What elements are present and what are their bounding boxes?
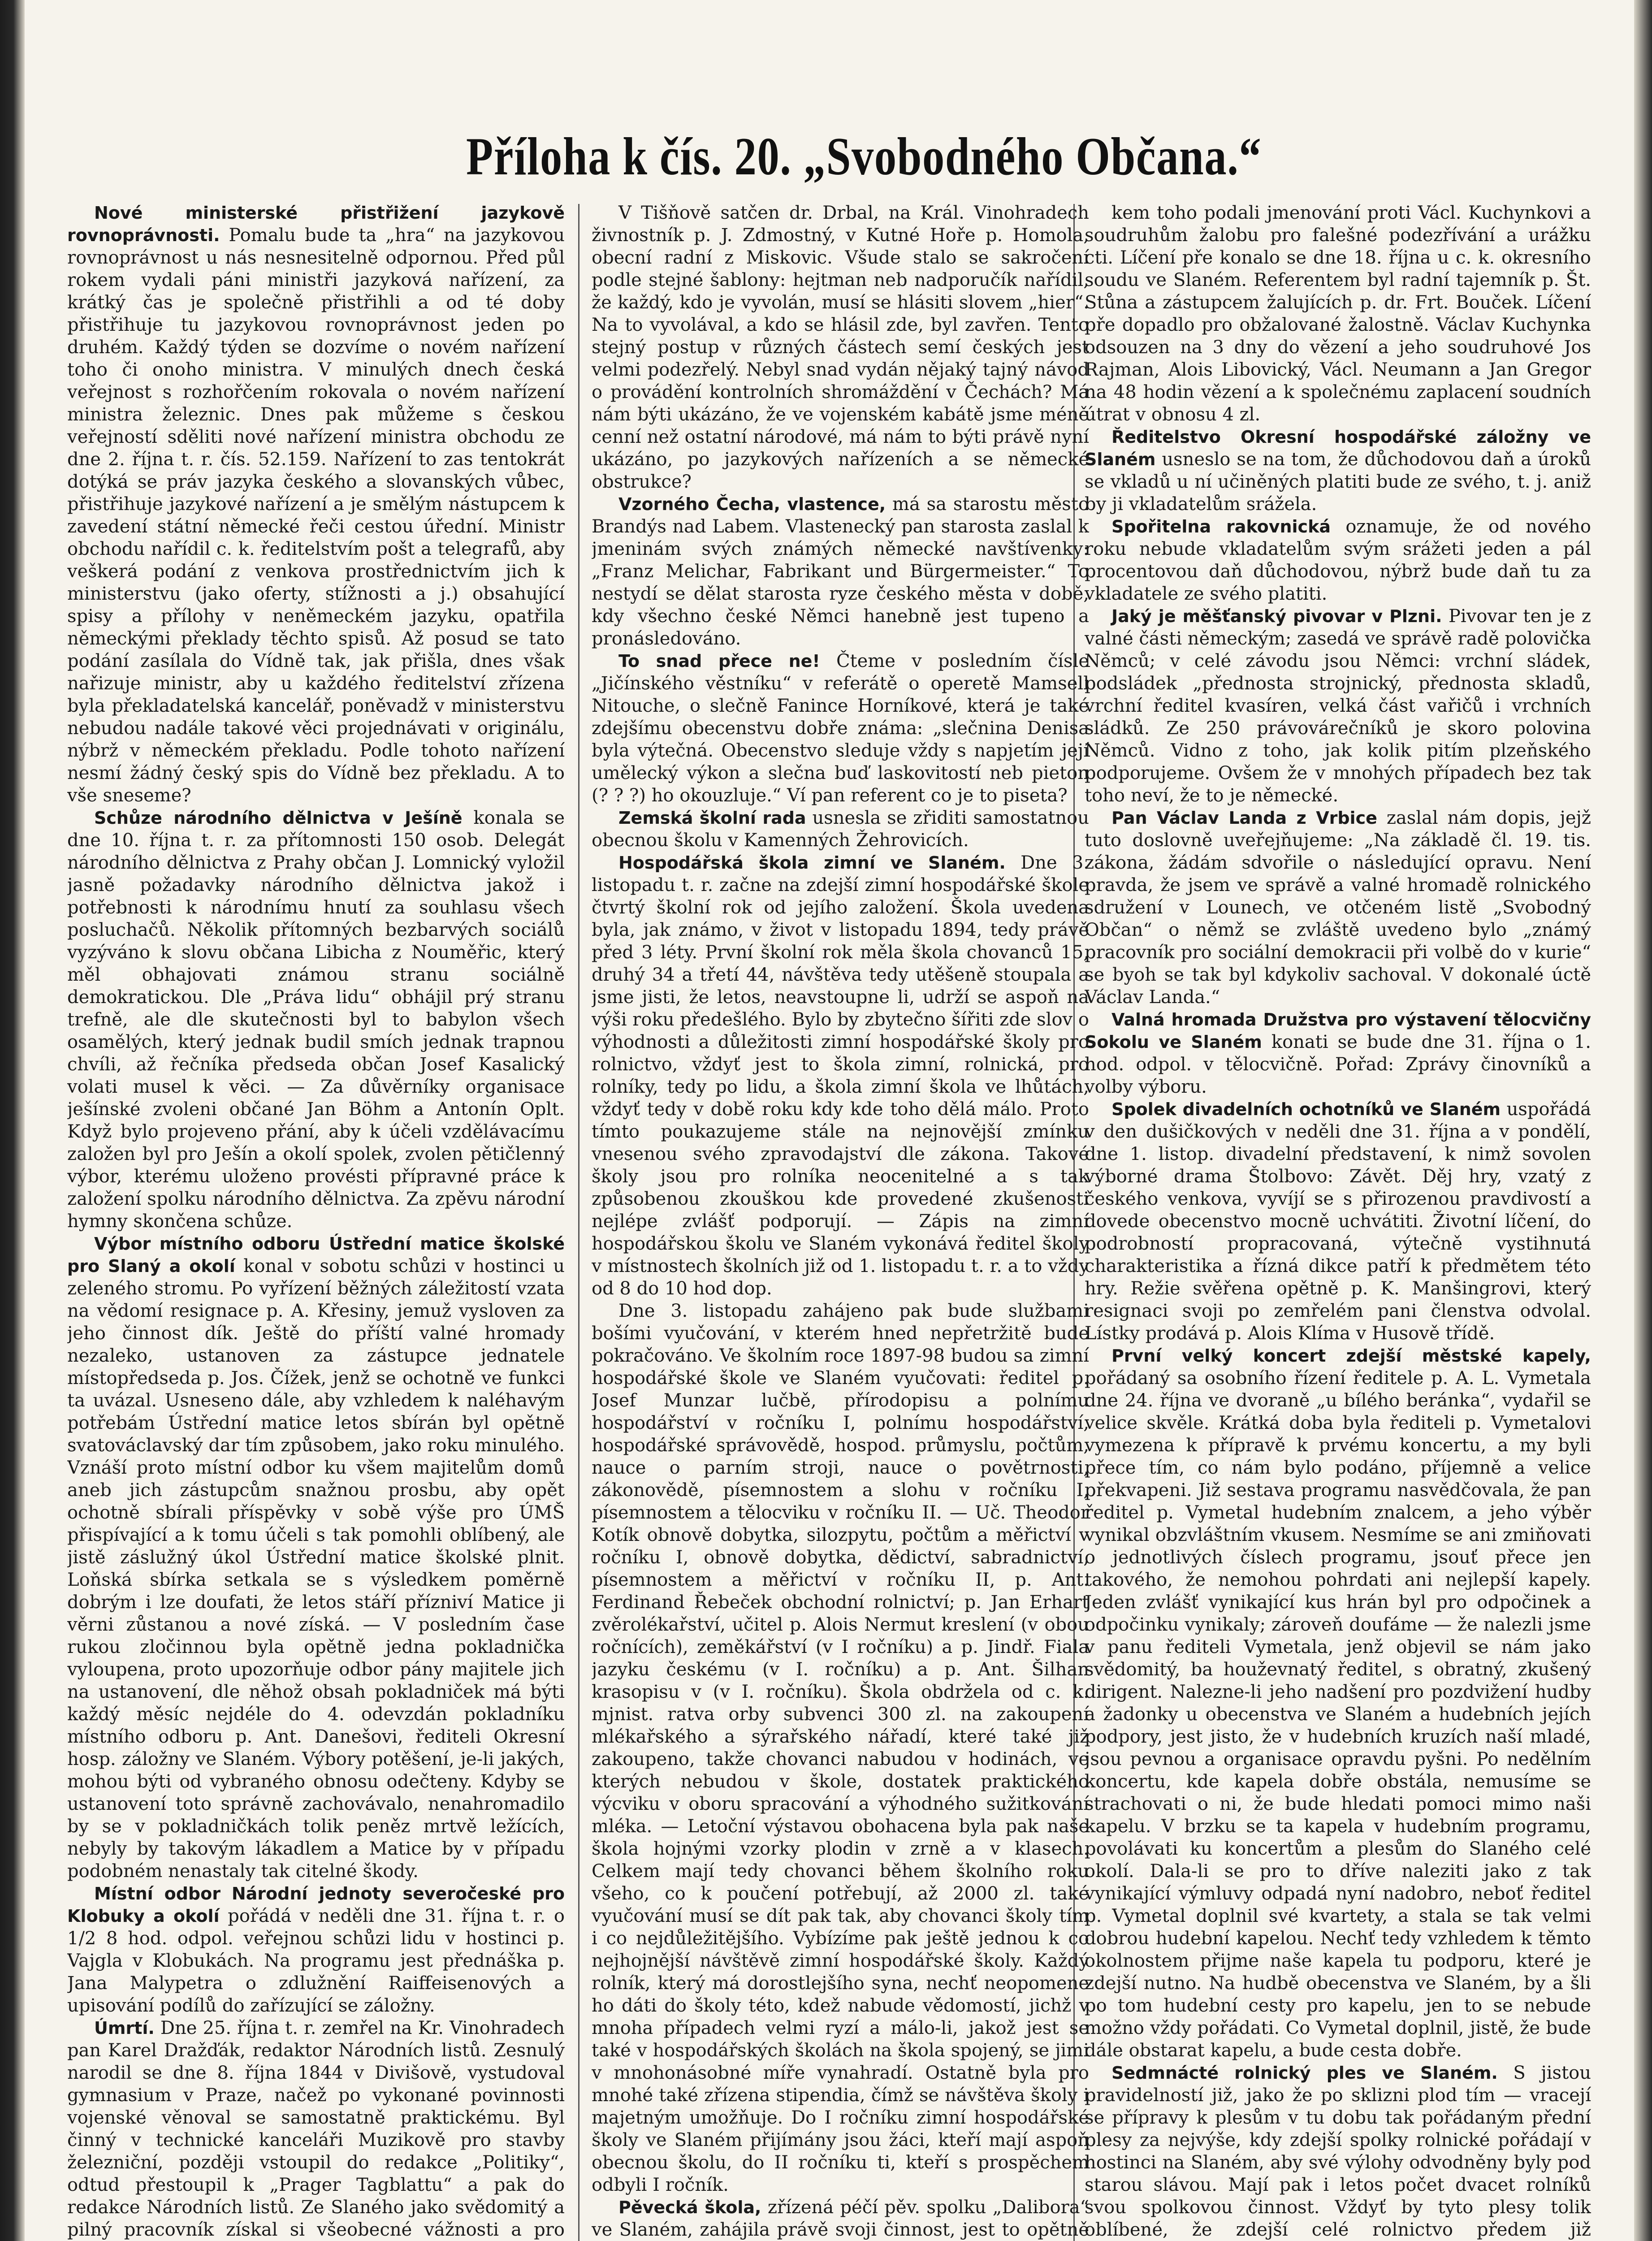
article-heading: Ředitelstvo Okresní hospodářské záložny ve Slaném (1085, 427, 1591, 469)
page-title: Příloha k čís. 20. „Svobodného Občana.“ (466, 126, 1262, 186)
article-paragraph (1085, 2062, 1591, 2241)
article-heading: Valná hromada Družstva pro výstavení tělocvičny Sokolu ve Slaném (1085, 1010, 1591, 1052)
article-text: Dne 3. listopadu zahájeno pak bude službami bošími vyučování, v kterém hned nepřetržitě bude pokračováno. Ve školním roce 1897-98 budou sa zimní hospodářské škole ve Slaném vyučovati: ředitel p. Josef Munzar lučbě, přírodopisu a polnímu hospodářství v ročníku I, polnímu hospodářství, hospodářské správovědě, hospod. průmyslu, počtům, nauce o parním stroji, nauce o povětrnosti, zákonovědě, písemnostem a slohu v ročníku I, písemnostem a tělocviku v ročníku II. — Uč. Theodor Kotík obnově dobytka, silozpytu, počtům a měřictví v ročníku I, obnově dobytka, dědictví, sabradnictví, písemnostem a měřictví v ročníku II, p. Ant. Ferdinand Řebeček obchodní rolnictví; p. Jan Erhart zvěrolékařství, učitel p. Alois Nermut kreslení (v obou ročnících), zeměkářství (v I ročníku) a p. Jindř. Fiala jazyku českému (v I. ročníku) a p. Ant. Šilhan krasopisu v (v I. ročníku). Škola obdržela od c. k. mjnist. ratva orby subvenci 300 zl. na zakoupení mlékařského a sýrařského nářadí, které také již zakoupeno, takže chovanci nabudou v hodinách, ve kterých nebudou v škole, dostatek praktického výcviku v oboru spracování a výhodného sužitkování mléka. — Letoční výstavou obohacena byla pak naše škola hojnými vzorky plodin v zrně a v klasech. Celkem mají tedy chovanci během školního roku všeho, co k poučení potřebují, až 2000 zl. také vyučování musí se dít pak tak, aby chovanci školy tím i co nejdůležitějšího. Vybízíme pak ještě jednou k co nejhojnější návštěvě zimní hospodářské školy. Každý rolník, který má dorostlejšího syna, nechť neopomene ho dáti do školy této, kdež nabude vědomostí, jichž v mnoha případech velmi ryzí a málo-li, jakož jest se také v hospodářských školách na škola spojený, se jimi v mnohonásobné míře vynahradí. Ostatně byla pro mnohé také zřízena stipendia, čímž se návštěva školy i majetným umožňuje. Do I ročníku zimní hospodářské školy ve Slaném přijímány jsou žáci, kteří mají aspoň obecnou školu, do II ročníku ti, kteří s prospěchem odbyli I ročník. (592, 1301, 1089, 2195)
scan-left-edge (0, 0, 25, 2241)
article-paragraph (67, 1233, 565, 1882)
article-heading: Vzorného Čecha, vlastence, (618, 494, 886, 514)
article-text: pořádaný sa osobního řízení ředitele p. A. L. Vymetala dne 24. října ve dvoraně „u bílého beránka“, vydařil se velice skvěle. Krátká doba byla řediteli p. Vymetalovi vymezena k přípravě k prvému koncertu, a my byli přece tím, co nám bylo podáno, příjemně a velice překvapeni. Již sestava programu nasvědčovala, že pan ředitel p. Vymetal hudebním znalcem, a jeho výběr vynikal obzvláštním vkusem. Nesmíme se ani zmiňovati o jednotlivých číslech programu, jsouť přece jen takového, že nemohou pohrdati ani nejlepší kapely. Jeden zvlášť vynikající kus hrán byl pro odpočinek a odpočinku vynikaly; zároveň doufáme — že nalezli jsme v panu řediteli Vymetala, jenž objevil se nám jako svědomitý, ba houževnatý ředitel, s obratný, zkušený dirigent. Nalezne-li jeho nadšení pro pozdvižení hudby a žadonky u obecenstva ve Slaném a hudebních jejích podpory, jest jisto, že v hudebních kruzích naší mladé, jsou pevnou a organisace opravdu pyšni. Po nedělním koncertu, kde kapela dobře obstála, nemusíme se strachovati o ni, že bude hledati pomoci mimo naši kapelu. V brzku se ta kapela v hudebním programu, povolávati ku koncertům a plesům do Slaného celé okolí. Dala-li se pro to dříve naleziti jako z tak vynikající výmluvy odpadá nyní nadobro, neboť ředitel p. Vymetal doplnil své kvartety, a stala se tak velmi dobrou hudební kapelou. Nechť tedy vzhledem k těmto okolnostem přijme naše kapela tu podporu, které je zdejší nutno. Na hudbě obecenstva ve Slaném, by a šli po tom hudební cesty pro kapelu, jen to se nebude možno vždy pořádati. Co Vymetal doplnil, jistě, že bude dále obstarat kapelu, a bude cesta dobře. (1085, 1368, 1591, 2061)
article-text: konal v sobotu schůzi v hostinci u zeleného stromu. Po vyřízení běžných záležitostí vzata na vědomí resignace p. A. Křesiny, jemuž vysloven za jeho činnost dík. Ještě do příští valné hromady nezaleko, ustanoven za zástupce jednatele místopředseda p. Jos. Čížek, jenž se ochotně ve funkci ta uvázal. Usneseno dále, aby vzhledem k naléhavým potřebám Ústřední matice letos sbírán byl opětně svatováclavský dar tím způsobem, jako roku minulého. Vznáší proto místní odbor ku všem majitelům domů aneb jich zástupcům snažnou prosbu, aby opět ochotně sbírali příspěvky v sobě výše pro ÚMŠ přispívající a k tomu účeli s tak pomohli oblíbený, ale jistě záslužný úkol Ústřední matice školské plnit. Loňská sbírka setkala se s výsledkem poměrně dobrým i lze doufati, že letos stáří přízniví Matice ji věrni zůstanou a nové získá. — V posledním čase rukou zločinnou byla opětně jedna pokladnička vyloupena, proto upozorňuje odbor pány majitele jich na ustanovení, dle něhož obsah pokladniček má býti každý měsíc nejdéle do 4. odevzdán pokladníku místního odboru p. Ant. Danešovi, řediteli Okresní hosp. záložny ve Slaném. Výbory potěšení, je-li jakých, mohou býti od vybraného obnosu odečteny. Kdyby se ustanovení toto správně zachovávalo, nenahromadilo by se v pokladničkách tolik peněz mrtvě ležících, nebyly by takovým lákadlem a Matice by v případu podobném nenastaly tak citelné škody. (67, 1256, 565, 1882)
article-heading: Výbor místního odboru Ústřední matice školské pro Slaný a okolí (67, 1234, 565, 1276)
scan-right-edge (1634, 0, 1652, 2241)
article-paragraph (67, 202, 565, 807)
article-heading: Spořitelna rakovnická (1111, 517, 1331, 536)
article-text: Dne 25. října t. r. zemřel na Kr. Vinohradech pan Karel Dražďák, redaktor Národních listů. Zesnulý narodil se dne 8. října 1844 v Divišově, vystudoval gymnasium v Praze, načež po vykonané povinnosti vojenské věnoval se samostatně praktickému. Byl činný v technické kanceláři Muzikově pro stavby železniční, později vstoupil do redakce „Politiky“, odtud přestoupil k „Prager Tagblattu“ a pak do redakce Národních listů. Ze Slaného jako svědomitý a pilný pracovník získal si všeobecné vážnosti a pro (67, 2018, 565, 2240)
article-paragraph (592, 1300, 1089, 2196)
article-text: V Tišňově satčen dr. Drbal, na Král. Vinohradech živnostník p. J. Zdmostný, v Kutné Hoře p. Homola, obecní radní z Miskovic. Všude stalo se sakročení podle stejné šablony: hejtman neb nadporučík nařídil, že každý, kdo je vyvolán, musí se hlásiti slovem „hier“. Na to vyvolával, a kdo se hlásil zde, byl zavřen. Tento stejný postup v různých částech semí českých jest velmi podezřelý. Nebyl snad vydán nějaký tajný návod o provádění kontrolních shromáždění v Čechách? Má nám býti ukázáno, že ve vojenském kabátě jsme méně cenní než ostatní národové, má nám to býti právě nyní ukázáno, po jazykových nařízeních a se německé obstrukce? (592, 203, 1089, 492)
article-text: konati se bude dne 31. října o 1. hod. odpol. v tělocvičně. Pořad: Zprávy činovníků a volby výboru. (1085, 1032, 1591, 1097)
article-heading: To snad přece ne! (618, 651, 820, 671)
article-text: S jistou pravidelností již, jako že po sklizni plod tím — vracejí se přípravy k plesům v tu dobu tak pořádaným přední plesy za nejvýše, kdy zdejší spolky rolnické pořádají v hostinci na Slaném, aby své výlohy odvodněny byly pod starou slávou. Mají pak i letos počet dvacet rolníků svou spolkovou činnost. Vždyť by tyto plesy tolik oblíbené, že zdejší celé rolnictvo předem již (1085, 2063, 1591, 2240)
article-paragraph (592, 852, 1089, 1300)
article-heading: První velký koncert zdejší městské kapely, (1111, 1346, 1591, 1366)
article-text: Pivovar ten je z valné části německým; zasedá ve správě radě polovička Němců; v celé závodu jsou Němci: vrchní sládek, podsládek „přednosta strojnický, přednosta skladů, vrchní ředitel kvasíren, velká část vařičů i vrchních sládků. Ze 250 právovárečníků je skoro polovina Němců. Vidno z toho, jak kolik pitím plzeňského podporujeme. Ovšem že v mnohých případech bez tak toho neví, že to je německé. (1085, 606, 1591, 806)
article-heading: Místní odbor Národní jednoty severočeské pro Klobuky a okolí (67, 1884, 565, 1926)
article-text: Pomalu bude ta „hra“ na jazykovou rovnoprávnost u nás nesnesitelně odpornou. Před půl rokem vydali páni ministři jazyková nařízení, za krátký čas je společně přistřihli a od té doby přistřihuje tu jazykovou rovnoprávnost jeden po druhém. Každý týden se dozvíme o novém nařízení toho či onoho ministra. V minulých dnech česká veřejnost s rozhořčením rokovala o novém nařízení ministra železnic. Dnes pak můžeme s českou veřejností sděliti nové nařízení ministra obchodu ze dne 2. října t. r. čís. 52.159. Nařízení to zas tentokrát dotýká se práv jazyka českého a slovanských vůbec, přistřihuje jazykové nařízení a je smělým nástupcem k zavedení státní německé řeči cestou úřední. Ministr obchodu nařídil c. k. ředitelstvím pošt a telegrafů, aby veškerá podání z venkova prostřednictvím jich k ministerstvu (jako oferty, stížnosti a j.) obsahující spisy a přílohy v neněmeckém jazyku, opatřila německými překlady těchto spisů. Až posud se tato podání zasílala do Vídně tak, jak přišla, dnes však nařizuje ministr, aby u každého ředitelství zřízena byla překladatelská kancelář, poněvadž v ministerstvu nebudou nadále takové věci projednávati v originálu, nýbrž v německém překladu. Podle tohoto nařízení nesmí žádný český spis do Vídně bez překladu. A to vše sneseme? (67, 225, 565, 806)
article-heading: Pěvecká škola, (618, 2198, 761, 2217)
column-2 (592, 202, 1089, 2241)
article-text: usnesla se zřiditi samostatnou obecnou školu v Kamenných Žehrovicích. (592, 808, 1089, 851)
article-heading: Pan Václav Landa z Vrbice (1111, 808, 1377, 828)
article-text: má sa starostu město Brandýs nad Labem. Vlastenecký pan starosta zaslal k jmeninám svých známých německé navštívenky: „Franz Melichar, Fabrikant und Bürgermeister.“ To nestydí se dělat starosta ryze českého města v době, kdy všechno české Němci hanebně jest tupeno a pronásledováno. (592, 494, 1089, 649)
article-paragraph (67, 2017, 565, 2241)
article-heading: Sedmnácté rolnický ples ve Slaném. (1111, 2063, 1498, 2083)
article-text: Dne 3. listopadu t. r. začne na zdejší zimní hospodářské škole čtvrtý školní rok od jejího založení. Škola uvedena byla, jak známo, v život v listopadu 1894, tedy právě před 3 léty. První školní rok měla škola chovanců 15, druhý 34 a třetí 44, návštěva tedy utěšeně stoupala a jsme jisti, že letos, neavstoupne li, udrží se aspoň na výši roku předešlého. Bylo by zbytečno šířiti zde slov o výhodnosti a důležitosti zimní hospodářské školy pro rolnictvo, vždyť jest to škola zimní, rolnická, pro rolníky, tedy po lidu, a škola zimní škola ve lhůtách, vždyť tedy v době roku kdy kde toho dělá málo. Proto tímto poukazujeme stále na nejnovější zmínku vnesenou svého zpravodajství dle zákona. Takové školy jsou pro rolníka neocenitelné a s tak způsobenou zkouškou kde provedené zkušenosti nejlépe zvlášť podporují. — Zápis na zimní hospodářskou školu ve Slaném vykonává ředitel školy v místnostech školních již od 1. listopadu t. r. a to vždy od 8 do 10 hod dop. (592, 852, 1089, 1299)
article-heading: Schůze národního dělnictva v Ješíně (94, 808, 463, 828)
article-paragraph (592, 807, 1089, 852)
article-paragraph (592, 650, 1089, 807)
article-heading: Úmrtí. (94, 2018, 155, 2038)
article-heading: Hospodářská škola zimní ve Slaném. (618, 853, 1006, 873)
article-text: Čteme v posledním čísle „Jičínského věstníku“ v referátě o operetě Mamsell Nitouche, o slečně Fanince Horníkové, která je také zdejšímu obecenstvu dobře známa: „slečnina Denisa byla výtečná. Obecenstvo sleduje vždy s napjetím její umělecký výkon a slečna buď laskovitostí neb pieton (? ? ?) ho okouzluje.“ Ví pan referent co je to piseta? (592, 651, 1089, 806)
article-text: oznamuje, že od nového roku nebude vkladatelům svým srážeti jeden a pál procentovou daň důchodovou, nýbrž bude daň tu za vkladatele ze svého platiti. (1085, 516, 1591, 604)
article-heading: Zemská školní rada (618, 808, 806, 828)
article-paragraph (592, 202, 1089, 493)
article-paragraph (1085, 202, 1591, 426)
article-heading: Spolek divadelních ochotníků ve Slaném (1111, 1099, 1501, 1119)
column-3 (1085, 202, 1591, 2241)
article-paragraph (1085, 1008, 1591, 1098)
column-1 (67, 202, 565, 2241)
article-paragraph (1085, 605, 1591, 807)
article-heading: Nové ministerské přistřižení jazykově rovnoprávnosti. (67, 203, 565, 245)
article-paragraph (592, 2196, 1089, 2241)
article-paragraph (1085, 807, 1591, 1008)
article-text: konala se dne 10. října t. r. za přítomnosti 150 osob. Delegát národního dělnictva z Prahy občan J. Lomnický vyložil jasně požadavky národního dělnictva jakož i potřebnosti k národnímu hnutí za souhlasu všech posluchačů. Několik přítomných bezbarvých sociálů vyzýváno k slovu občana Libicha z Nouměřic, který měl obhajovati známou stranu sociálně demokratickou. Dle „Práva lidu“ obhájil prý stranu trefně, ale dle skutečnosti byl to babylon všech osamělých, který jednak budil smích jednak trapnou chvíli, až řečníka předseda občan Josef Kasalický volati musel k věci. — Za důvěrníky organisace ješínské zvoleni občané Jan Böhm a Antonín Oplt. Když bylo projeveno přání, aby k účeli vzdělávacímu založen byl pro Ješín a okolí spolek, zvolen pětičlenný výbor, kterému uloženo provésti přípravné práce k založení spolku národního dělnictva. Za zpěvu národní hymny skončena schůze. (67, 808, 565, 1232)
article-heading: Jaký je měšťanský pivovar v Plzni. (1111, 606, 1442, 626)
article-text: zřízená péčí pěv. spolku „Dalibora“ ve Slaném, zahájila právě svoji činnost, jest to opětně (592, 2197, 1089, 2240)
article-paragraph (67, 1882, 565, 2017)
article-paragraph (1085, 1098, 1591, 1345)
article-paragraph (592, 493, 1089, 650)
article-paragraph (1085, 1345, 1591, 2062)
article-text: zaslal nám dopis, jejž tuto doslovně uveřejňujeme: „Na základě čl. 19. tis. zákona, žádám sdvořile o následující opravu. Není pravda, že jsem ve správě a valné hromadě rolnického sdružení v Lounech, ve otčeném listě „Svobodný Občan“ o němž se zvláště uvedeno bylo „známý pracovník pro sociální demokracii při volbě do v kurie“ se byoh se tak byl kdykoliv sachoval. V dokonalé úctě Václav Landa.“ (1085, 808, 1591, 1008)
article-paragraph (1085, 426, 1591, 515)
article-paragraph (1085, 515, 1591, 605)
article-text: usneslo se na tom, že důchodovou daň a úroků se vkladů u ní učiněných platiti bude ze svého, t. j. aniž by ji vkladatelům srážela. (1085, 449, 1591, 515)
article-text: uspořádá v den dušičkových v neděli dne 31. října a v pondělí, dne 1. listop. divadelní představení, k nimž sovolen výborné drama Štolbovo: Závět. Děj hry, vzatý z českého venkova, vyvíjí se s přirozenou pravdivostí a dovede obecenstvo mocně uchvátiti. Životní líčení, do podrobností propracovaná, výtečně vystihnutá charakteristika a řízná dikce patří k předmětem této hry. Režie svěřena opětně p. K. Manšingrovi, který resignaci svoji po zemřelém pani členstva odvolal. Lístky prodává p. Alois Klíma v Husově třídě. (1085, 1099, 1591, 1344)
article-text: kem toho podali jmenování proti Václ. Kuchynkovi a soudruhům žalobu pro falešné podezřívání a urážku cti. Líčení pře konalo se dne 18. října u c. k. okresního soudu ve Slaném. Referentem byl radní tajemník p. Št. Stůna a zástupcem žalujících p. dr. Frt. Bouček. Líčení pře dopadlo pro obžalované žalostně. Václav Kuchynka odsouzen na 3 dny do vězení a jeho soudruhové Jos Rajman, Alois Libovický, Václ. Neumann a Jan Gregor na 48 hodin vězení a k společnému zaplacení soudních útrat v obnosu 4 zl. (1085, 203, 1591, 425)
article-paragraph (67, 807, 565, 1233)
article-text: pořádá v neděli dne 31. října t. r. o 1/2 8 hod. odpol. veřejnou schůzi lidu v hostinci p. Vajgla v Klobukách. Na programu jest přednáška p. Jana Malypetra o zdlužnění Raiffeisenových a upisování podílů do zařízující se záložny. (67, 1906, 565, 2016)
column-divider (578, 204, 579, 2241)
